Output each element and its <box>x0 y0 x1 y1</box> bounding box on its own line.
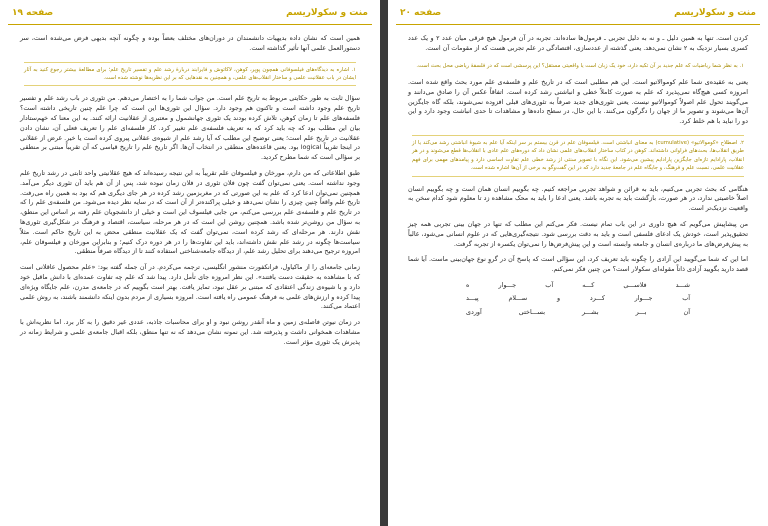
right-running-header <box>396 6 760 25</box>
footnote: ۲. اصطلاح «کوموالاتیو» (cumulative) به معنای انباشتی است. فیلسوفان علم در قرن بیستم بر سر اینکه آیا علم به شیوهٔ انباشتی رشد می‌کند یا از طریق انقلاب‌ها، بحث‌های فراوانی داشته‌اند. کوهن در کتاب ساختار انقلاب‌های علمی نشان داد که دوره‌های علم عادی با انقلاب‌ها قطع می‌شوند و در هر انقلاب، پارادایم تازه‌ای جایگزین پارادایم پیشین می‌شود. این نگاه با تصویر سنتی از رشد خطی علم تفاوت اساسی دارد و پیامدهای مهمی برای فهم عقلانیت علمی، نسبت علم و فرهنگ، و جایگاه علم در جامعهٔ جدید دارد که در این گفت‌وگو به برخی از آن‌ها اشاره شده است. <box>412 135 744 177</box>
paragraph: در زمان نیوتن فاصله‌ی زمین و ماه آنقدر روشن نبود و او برای محاسبات جاذبه، عددی غیر دقیق را به کار برد. اما نظریه‌اش با مشاهدات همخوانی داشت و پذیرفته شد. این نمونه نشان می‌دهد که نه تنها منطق، بلکه اقبال جامعه‌ی علمی و شرایط زمانه در پذیرش یک تئوری مؤثر است. <box>20 318 360 346</box>
right-page-body <box>408 34 748 522</box>
paragraph: هنگامی که بحث تجربی می‌کنیم، باید به قرائن و شواهد تجربی مراجعه کنیم. چه بگوییم انسان همان است و چه بگوییم انسان اصلاً خاصیتی ندارد، در هر صورت، بازگشت باید به تجربه باشد. یعنی ادعا را باید به محک مشاهده زد تا معلوم شود کدام سخن به واقعیت نزدیک‌تر است. <box>408 184 748 213</box>
paragraph: زمانی جامعه‌ای را از ماکیاول، فرانکفورت منشور انگلیسی، ترجمه می‌کردم. در آن جمله گفته بود: «علم محصول عاقلانی است که با مشاهده به حقیقت دست یافتند». این نظر امروزه جای تأمل دارد. پیدا شد که علم چه تفاوت عمده‌ای با دانش ماقبل خود دارد و با شیوه‌ی زندگی اعتقادی که مبتنی بر عقل نبود، تمایز یافت. بهتر است بگوییم که در جامعه‌ی مدرن، علم جایگاه ویژه‌ای پیدا کرده و ارزش‌های علمی به فرهنگ عمومی راه یافته است. امروزه بسیاری از مردم بدون اینکه دانشمند باشند، به روش علمی اعتماد می‌کنند. <box>20 263 360 311</box>
page-gutter <box>380 0 388 526</box>
left-header-title: منت و سکولاریسم <box>286 8 368 18</box>
footnote: ۱. اشاره به دیدگاه‌های فیلسوفانی همچون پوپر، کوهن، لاکاتوش و فایرابند دربارهٔ رشد علم و تفسیر تاریخ علم؛ برای مطالعهٔ بیشتر رجوع کنید به آثار ایشان در باب عقلانیت علمی و ساختار انقلاب‌های علمی، و همچنین به نقدهایی که بر این نظریه‌ها نوشته شده است. <box>24 62 356 87</box>
poem-line: آب جـــوار کـــرد و ســـلام پیـــد <box>466 294 690 303</box>
paragraph: همین است که نشان داده بدیهیات دانشمندان در دوران‌های مختلف بعضاً بوده و چگونه آنچه بدیهی فرض می‌شده است، سر دستورالعمل علمی آنها تأثیر گذاشته است. <box>20 34 360 52</box>
paragraph: سؤال ثابت به طور حکایتی مربوط به تاریخ علم است. من جواب شما را به اختصار می‌دهم. من تئوری در باب رشد علم و تفسیر تاریخ علم وجود داشته است و تاکنون هم وجود دارد. سؤال این تئوری‌ها این است که چرا علم چنین تاریخی داشته است؟ فلسفه‌های علم تا زمان کوهن، تلاش کرده بودند یک تئوری جهانشمول و معتبری از عقلانیت ارائه کنند. به این معنا که خهم‌ستادار بیان این مطلب بود که چه باید کرد که به تعریف فلسفه‌ی علم تغییر کرد. کار فلسفه‌ای علم را تعریف فعلی آن، نشان دادن عقلانیت در تاریخ علم است؛ یعنی توضیح این مطلب که آیا رشد علم از شیوه‌ی عقلانی پیروی کرده است یا خیر. غرض از عقلانی در اینجا تقریباً logical بود. یعنی قاعده‌های منطقی در انتخاب آن‌ها. اگر تاریخ علم را تاریخ قیاسی که آن تقریباً مبتنی بر منطقی بر سؤالی است که شما مطرح کردید. <box>20 94 360 162</box>
paragraph: طبق اطلاعاتی که من دارم، مورخان و فیلسوفان علم تقریباً به این نتیجه رسیده‌اند که هیچ عقلانیتی واحد ثابتی در رشد تاریخ علم وجود نداشته است. یعنی نمی‌توان گفت چون فلان تئوری در فلان زمان نبوده شد، پس از آن هم باید آن تئوری دیگر می‌آمد. همچنین نمی‌توان ادعا کرد که علم به این صورتی که در مغربزمین رشد کرده در هر جای دیگری هم که بود به همین راه می‌رفت. تاریخ علم واقعاً چنین چیزی را نشان نمی‌دهد و خیلی پراکنده‌تر از آن است که در سایه نظر دیده می‌شود. من فلسفه‌ی علم را که در تاریخ علم و فلسفه‌ی علم بررسی می‌کنم، من جایی فیلسوف این است و خیلی از دانشجویان علم رفته بر اساس این منطق، به سؤال من روشن‌تر شده باشد. همچنین روشن این است که در هر مرحله، سیاست، اقتصاد و فرهنگ در شکل‌گیری تئوری‌ها نقش دارند. هر مرحله‌ای که رشد کرده است، نمی‌توان گفت که یک عقلانیت منطقی محض به این تاریخ حاکم است. مثلاً سیاست‌ها چگونه در رشد علم نقش داشته‌اند، باید این تفاوت‌ها را در هر دوره درک کنیم؛ و بنابراین مورخان و فیلسوفان علم، امروزه ترجیح می‌دهند برای تحلیل رشد علم، از دیدگاه جامعه‌شناختی استفاده کنند تا از دیدگاه صرفاً منطقی. <box>20 168 360 256</box>
footnote: ۱. به نظر شما ریاضیات که علم جدید بر آن تکیه دارد، خود یک زبان است یا واقعیتی مستقل؟ این پرسشی است که در فلسفهٔ ریاضی محل بحث است. <box>416 62 744 69</box>
left-page-number: صفحه ۱۹ <box>12 8 54 18</box>
paragraph: یعنی به عقیده‌ی شما علم کوموالاتیو است. این هم مطلبی است که در تاریخ علم و فلسفه‌ی علم مورد بحث واقع شده است. امروزه کسی هیچ‌گاه نمی‌پذیرد که علم به صورت کاملاً خطی و انباشتی رشد کرده است. اتفاقاً عکس آن را صادق می‌دانند و می‌گویند تحول علم اصولاً کوموالاتیو نیست. یعنی تئوری‌های جدید صرفاً به تئوری‌های قبلی افزوده نمی‌شوند، بلکه گاه جایگزین آن‌ها می‌شوند و تصویر ما از جهان را دگرگون می‌کنند. با این حال، در سطح داده‌ها و مشاهدات تا حدی انباشت وجود دارد و این دو را نباید با هم خلط کرد. <box>408 78 748 126</box>
right-page <box>388 0 768 526</box>
paragraph: اما این که شما می‌گویید این آزادی را چگونه باید تعریف کرد، این سؤالی است که پاسخ آن در گروِ نوع جهان‌بینی ماست. آیا شما قصد دارید بگویید آزادی ذاتاً مقوله‌ای سکولار است؟ من چنین فکر نمی‌کنم. <box>408 255 748 274</box>
paragraph: کردن است. تنها به همین دلیل ـ و نه به دلیل تجربی ـ فرمول‌ها ساده‌اند. تجربه در آن فرمول هیچ فرقی میان عدد ۲ و یک عدد کسری بسیار نزدیک به ۲ نشان نمی‌دهد. یعنی گذشته از عددسازی، اقتصادگی در علم تجربی هست که از مقومات آن است. <box>408 34 748 52</box>
left-page-body <box>20 34 360 522</box>
poem-line: آن بـــر بشـــر بســـاختی آوردی <box>466 307 690 316</box>
right-header-title: منت و سکولاریسم <box>674 8 756 18</box>
right-page-number: صفحه ۲۰ <box>400 8 442 18</box>
left-running-header <box>8 6 372 25</box>
left-page <box>0 0 380 526</box>
paragraph: من پیشاپیش می‌گویم که هیچ داوری در این باب تمام نیست. فکر می‌کنم این مطلب که تنها در جهان بینی تجربی همه چیز تحقیق‌پذیر است، خودش یک ادعای فلسفی است و باید به دقت بررسی شود. نتیجه‌گیری‌هایی که در علوم انسانی می‌شود، غالباً به پیش‌فرض‌های ما درباره‌ی انسان و جامعه وابسته است و این پیش‌فرض‌ها را نمی‌توان یکسره از تجربه گرفت. <box>408 220 748 248</box>
poem-line: شـــد فلاســـی کـــه آب جـــوار ه <box>466 280 690 289</box>
